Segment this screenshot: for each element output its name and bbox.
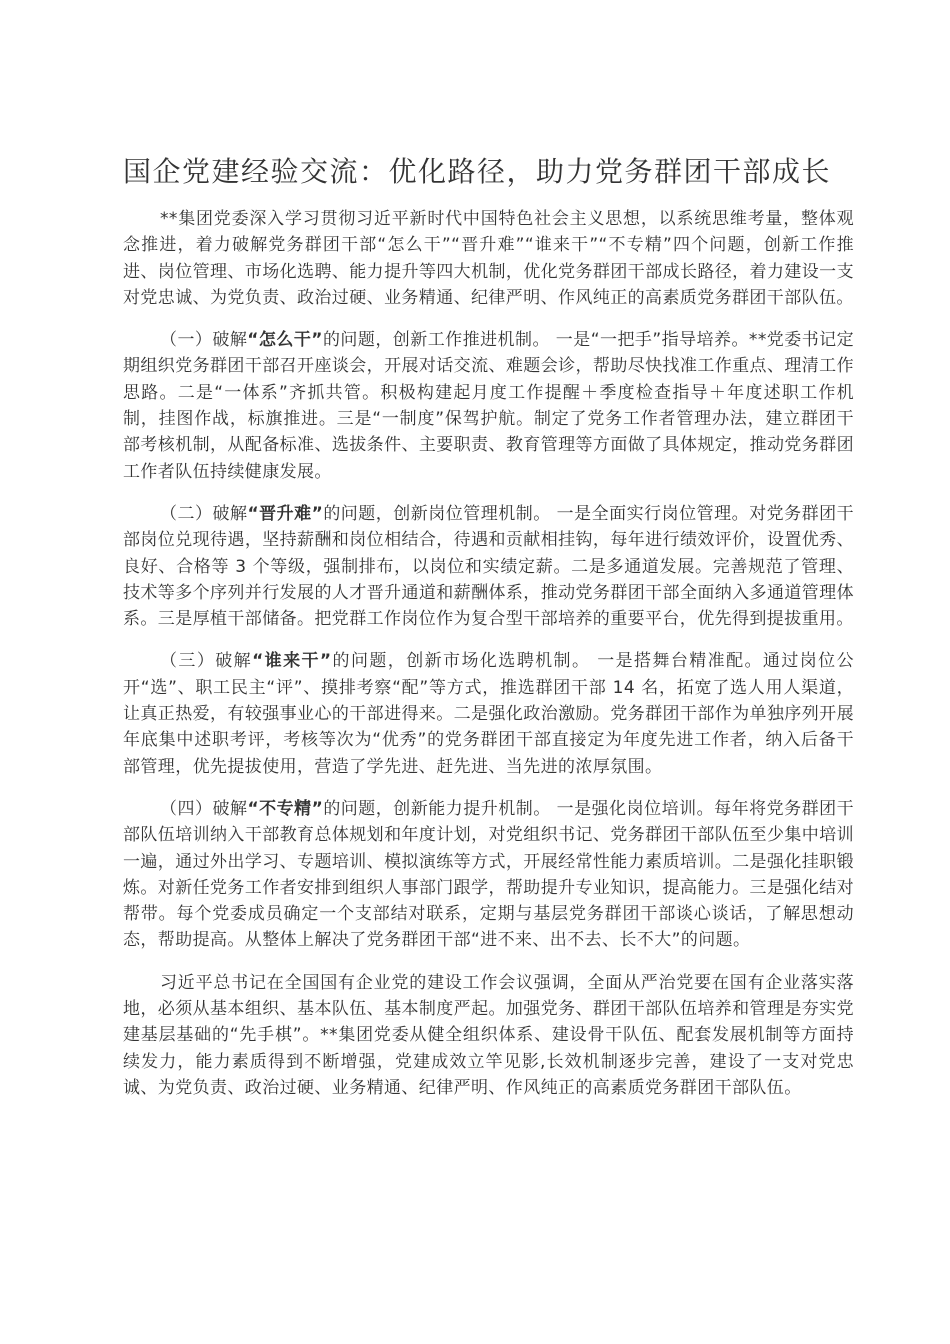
section-heading-prefix: （二）破解 (160, 503, 248, 524)
conclusion-paragraph (123, 970, 854, 1101)
section-heading-quote: “怎么干” (247, 330, 323, 351)
section-heading-quote: “晋升难” (247, 503, 324, 524)
section-paragraph-4 (123, 796, 854, 954)
intro-paragraph (123, 206, 854, 311)
paragraph-text: **集团党委深入学习贯彻习近平新时代中国特色社会主义思想，以系统思维考量，整体观念推进，着力破解党务群团干部“怎么干”“晋升难”“谁来干”“不专精”四个问题，创新工作推进、岗位管理、市场化选聘、能力提升等四大机制，优化党务群团干部成长路径，着力建设一支对党忠诚、为党负责、政治过硬、业务精通、纪律严明、作风纯正的高素质党务群团干部队伍。 (123, 209, 854, 308)
paragraph-text: 一是“一把手”指导培养。**党委书记定期组织党务群团干部召开座谈会，开展对话交流、难题会诊，帮助尽快找准工作重点、理清工作思路。二是“一体系”齐抓共管。积极构建起月度工作提醒＋季度检查指导＋年度述职工作机制，挂图作战，标旗推进。三是“一制度”保驾护航。制定了党务工作者管理办法，建立群团干部考核机制，从配备标准、选拔条件、主要职责、教育管理等方面做了具体规定，推动党务群团工作者队伍持续健康发展。 (123, 330, 855, 482)
section-heading-prefix: （三）破解 (160, 651, 253, 672)
section-heading-suffix: 的问题，创新市场化选聘机制。 (331, 651, 591, 672)
paragraph-text: 一是强化岗位培训。每年将党务群团干部队伍培训纳入干部教育总体规划和年度计划，对党组织书记、党务群团干部队伍至少集中培训一遍，通过外出学习、专题培训、模拟演练等方式，开展经常性能力素质培训。二是强化挂职锻炼。对新任党务工作者安排到组织人事部门跟学，帮助提升专业知识，提高能力。三是强化结对帮带。每个党委成员确定一个支部结对联系，定期与基层党务群团干部谈心谈话，了解思想动态，帮助提高。从整体上解决了党务群团干部“进不来、出不去、长不大”的问题。 (123, 798, 854, 951)
section-paragraph-1 (123, 327, 854, 485)
section-paragraph-3 (123, 648, 854, 779)
document-title: 国企党建经验交流：优化路径，助力党务群团干部成长 (123, 155, 832, 188)
section-paragraph-2 (123, 501, 854, 632)
section-heading-quote: “不专精” (247, 798, 324, 819)
section-heading-suffix: 的问题，创新岗位管理机制。 (323, 503, 551, 524)
section-heading-prefix: （四）破解 (160, 798, 248, 819)
section-heading-suffix: 的问题，创新工作推进机制。 (322, 330, 550, 351)
paragraph-text: 一是搭舞台精准配。通过岗位公开“选”、职工民主“评”、摸排考察“配”等方式，推选群团干部 14 名，拓宽了选人用人渠道，让真正热爱，有较强事业心的干部进得来。二是强化政治激励。党务群团干部作为单独序列开展年底集中述职考评，考核等次为“优秀”的党务群团干部直接定为年度先进工作者，纳入后备干部管理，优先提拔使用，营造了学先进、赶先进、当先进的浓厚氛围。 (123, 651, 854, 777)
paragraph-text: 习近平总书记在全国国有企业党的建设工作会议强调，全面从严治党要在国有企业落实落地，必须从基本组织、基本队伍、基本制度严起。加强党务、群团干部队伍培养和管理是夯实党建基层基础的“先手棋”。**集团党委从健全组织体系、建设骨干队伍、配套发展机制等方面持续发力，能力素质得到不断增强，党建成效立竿见影,长效机制逐步完善，建设了一支对党忠诚、为党负责、政治过硬、业务精通、纪律严明、作风纯正的高素质党务群团干部队伍。 (123, 972, 854, 1098)
section-heading-prefix: （一）破解 (160, 330, 248, 351)
section-heading-quote: “谁来干” (252, 651, 332, 672)
section-heading-suffix: 的问题，创新能力提升机制。 (323, 798, 551, 819)
paragraph-text: 一是全面实行岗位管理。对党务群团干部岗位兑现待遇，坚持薪酬和岗位相结合，待遇和贡献相挂钩，每年进行绩效评价，设置优秀、良好、合格等 3 个等级，强制排布，以岗位和实绩定薪。二是多通道发展。完善规范了管理、技术等多个序列并行发展的人才晋升通道和薪酬体系，推动党务群团干部全面纳入多通道管理体系。三是厚植干部储备。把党群工作岗位作为复合型干部培养的重要平台，优先得到提拔重用。 (123, 503, 854, 630)
document-body (123, 206, 854, 1117)
